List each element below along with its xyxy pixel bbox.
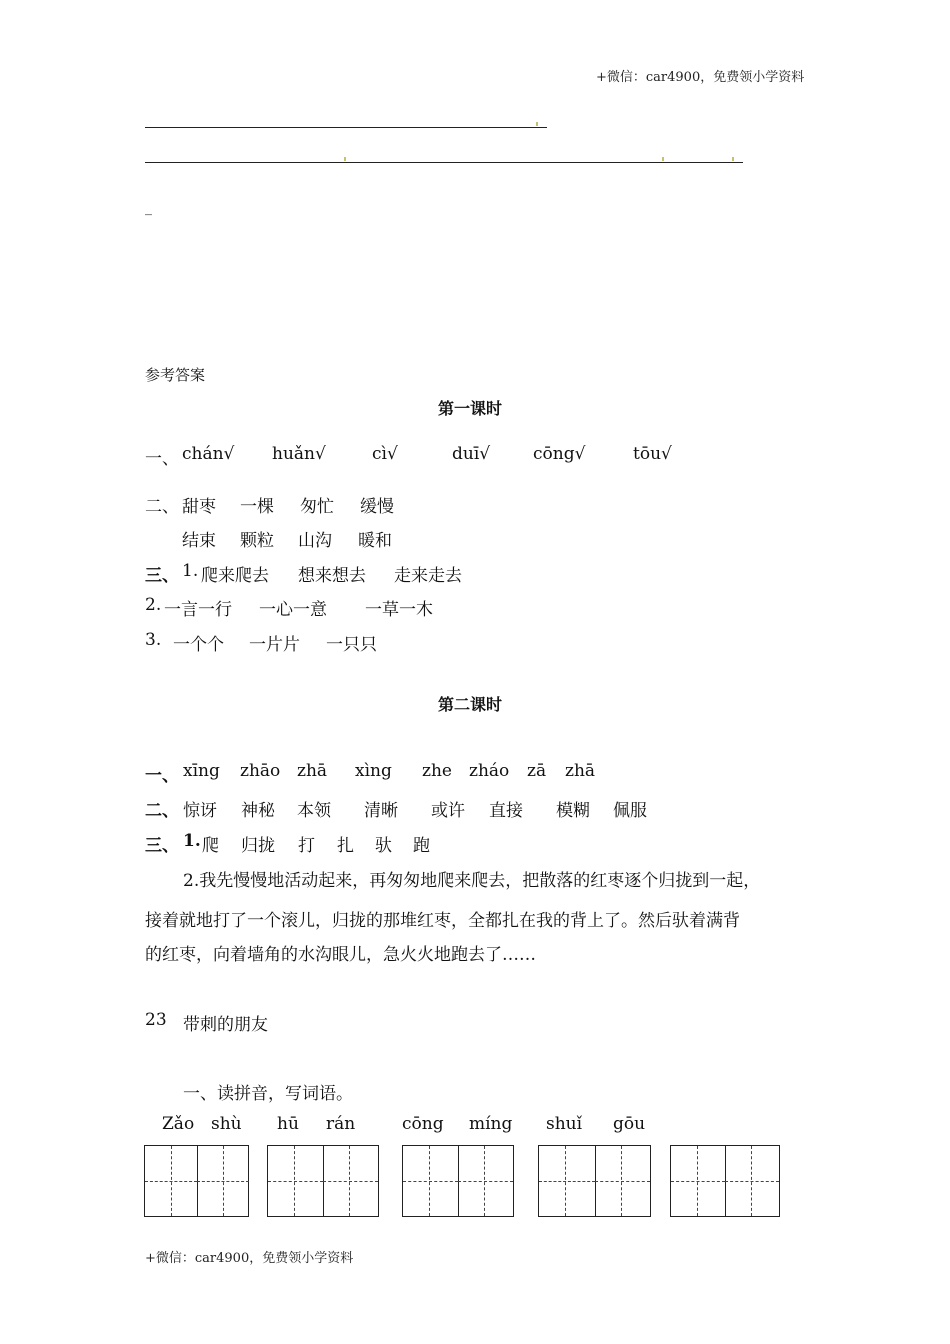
lesson2-q2-word: 直接	[489, 801, 523, 821]
lesson1-q1-item: chán√	[182, 444, 235, 464]
lesson1-q3-word: 想来想去	[298, 566, 366, 586]
grid-cell[interactable]	[671, 1146, 726, 1216]
blank-line-1	[145, 127, 547, 128]
lesson1-q2-word: 一棵	[240, 497, 274, 517]
grid-cell[interactable]	[458, 1146, 513, 1216]
grid-cell[interactable]	[197, 1146, 249, 1216]
lesson2-q2-label: 二、	[145, 801, 179, 821]
lesson1-q3-num: 1.	[182, 561, 199, 581]
lesson1-q2-word: 结束	[182, 531, 216, 551]
lesson2-q3-word: 驮	[375, 836, 392, 856]
writing-grid[interactable]	[538, 1145, 651, 1217]
pinyin-label: shù	[211, 1114, 242, 1134]
lesson2-title: 第二课时	[438, 695, 503, 714]
grid-cell[interactable]	[595, 1146, 650, 1216]
lesson2-q2-word: 神秘	[241, 801, 275, 821]
answers-title: 参考答案	[145, 366, 206, 384]
lesson2-paragraph-line1: 2.我先慢慢地活动起来，再匆匆地爬来爬去，把散落的红枣逐个归拢到一起，	[183, 871, 761, 891]
lesson2-paragraph-line2: 接着就地打了一个滚儿，归拢的那堆红枣，全都扎在我的背上了。然后驮着满背	[145, 911, 740, 931]
lesson1-q2-word: 匆忙	[300, 497, 334, 517]
pinyin-label: rán	[326, 1114, 356, 1134]
lesson1-q1-item: tōu√	[633, 444, 672, 464]
grid-cell[interactable]	[725, 1146, 779, 1216]
lesson2-q1-label: 一、	[145, 766, 179, 786]
lesson2-q1-item: zhā	[297, 761, 328, 781]
lesson2-q2-word: 清晰	[364, 801, 398, 821]
pinyin-label: gōu	[613, 1114, 646, 1134]
lesson2-q3-num: 1.	[183, 831, 201, 851]
blank-line-mark	[662, 157, 664, 161]
lesson1-q1-item: duī√	[452, 444, 491, 464]
pinyin-label: shuǐ	[546, 1114, 583, 1134]
grid-cell[interactable]	[145, 1146, 198, 1216]
grid-cell[interactable]	[323, 1146, 378, 1216]
lesson1-q3-num: 2.	[145, 595, 162, 615]
lesson2-q2-word: 惊讶	[183, 801, 217, 821]
blank-line-mark	[536, 122, 538, 126]
lesson2-q1-item: zhāo	[240, 761, 281, 781]
lesson2-q2-word: 模糊	[556, 801, 590, 821]
lesson1-q3-word: 一片片	[249, 635, 300, 655]
lesson1-q3-word: 一只只	[326, 635, 377, 655]
lesson1-q3-word: 一草一木	[365, 600, 433, 620]
blank-line-mark	[732, 157, 734, 161]
lesson2-paragraph-line3: 的红枣，向着墙角的水沟眼儿，急火火地跑去了……	[145, 945, 536, 965]
pinyin-label: Zǎo	[162, 1114, 195, 1134]
footer-watermark: +微信：car4900，免费领小学资料	[145, 1251, 354, 1266]
lesson1-q1-label: 一、	[145, 449, 179, 469]
writing-grid[interactable]	[267, 1145, 379, 1217]
blank-line-2	[145, 162, 743, 163]
lesson1-q3-word: 走来走去	[394, 566, 462, 586]
lesson1-q3-label: 三、	[145, 566, 179, 586]
lesson23-q1-label: 一、读拼音，写词语。	[183, 1084, 353, 1104]
lesson2-q3-word: 跑	[413, 836, 430, 856]
lesson1-q1-item: cì√	[372, 444, 398, 464]
lesson2-q3-word: 归拢	[241, 836, 275, 856]
lesson2-q3-label: 三、	[145, 836, 179, 856]
blank-line-tail: _	[145, 200, 152, 216]
header-watermark: +微信：car4900，免费领小学资料	[596, 70, 805, 85]
lesson2-q2-word: 佩服	[613, 801, 647, 821]
pinyin-label: cōng	[402, 1114, 444, 1134]
pinyin-label: míng	[469, 1114, 513, 1134]
lesson1-q2-word: 暖和	[358, 531, 392, 551]
lesson2-q3-word: 扎	[337, 836, 354, 856]
writing-grid[interactable]	[402, 1145, 514, 1217]
lesson1-q2-word: 颗粒	[240, 531, 274, 551]
lesson23-title: 带刺的朋友	[183, 1015, 268, 1035]
lesson1-q3-word: 一言一行	[164, 600, 232, 620]
lesson23-number: 23	[145, 1010, 167, 1030]
lesson1-q1-item: cōng√	[533, 444, 586, 464]
grid-cell[interactable]	[268, 1146, 324, 1216]
lesson2-q1-item: xìng	[355, 761, 392, 781]
lesson1-q2-label: 二、	[145, 497, 179, 517]
lesson1-q2-word: 甜枣	[182, 497, 216, 517]
lesson2-q2-word: 本领	[297, 801, 331, 821]
grid-cell[interactable]	[403, 1146, 459, 1216]
lesson2-q1-item: zhe	[422, 761, 452, 781]
lesson1-q2-word: 山沟	[298, 531, 332, 551]
writing-grid[interactable]	[144, 1145, 249, 1217]
lesson2-q1-item: zā	[527, 761, 547, 781]
lesson1-title: 第一课时	[438, 399, 503, 418]
lesson1-q3-word: 一个个	[173, 635, 224, 655]
lesson1-q3-num: 3.	[145, 630, 162, 650]
pinyin-label: hū	[277, 1114, 299, 1134]
writing-grid[interactable]	[670, 1145, 780, 1217]
lesson1-q3-word: 爬来爬去	[201, 566, 269, 586]
lesson2-q1-item: zhā	[565, 761, 596, 781]
lesson2-q2-word: 或许	[431, 801, 465, 821]
lesson1-q1-item: huǎn√	[272, 444, 326, 464]
lesson2-q3-word: 打	[298, 836, 315, 856]
lesson2-q3-word: 爬	[202, 836, 219, 856]
lesson2-q1-item: zháo	[469, 761, 510, 781]
lesson1-q2-word: 缓慢	[360, 497, 394, 517]
blank-line-mark	[344, 157, 346, 161]
lesson1-q3-word: 一心一意	[259, 600, 327, 620]
lesson2-q1-item: xīng	[183, 761, 220, 781]
grid-cell[interactable]	[539, 1146, 596, 1216]
